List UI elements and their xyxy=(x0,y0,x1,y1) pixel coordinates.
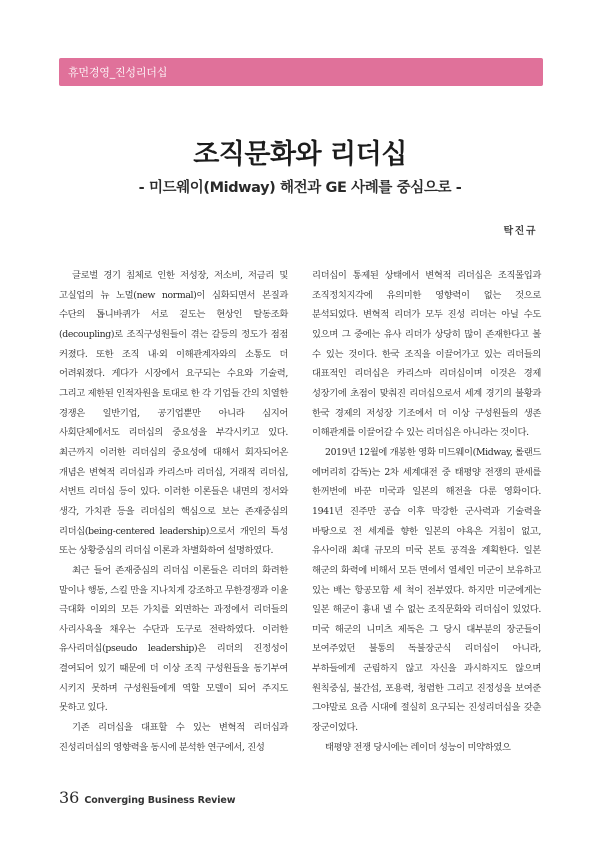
page-footer xyxy=(59,788,235,807)
section-header-bar xyxy=(59,58,543,86)
article-title: 조직문화와 리더십 xyxy=(193,139,407,170)
body-paragraph: 기존 리더십을 대표할 수 있는 변혁적 리더십과 진성리더십의 영향력을 동시에 분석한 연구에서, 진성 xyxy=(59,722,288,753)
section-label: 휴먼경영_진성리더십 xyxy=(68,66,168,79)
body-column-right xyxy=(312,266,541,757)
body-paragraph: 최근 들어 존재중심의 리더십 이론들은 리더의 화려한 말이나 행동, 스킬 만을 지나치게 강조하고 무한경쟁과 이윤 극대화 이외의 모든 가치를 외면하는 과정에서 리더들의 사리사욕을 채우는 수단과 도구로 전락하였다. 이러한 유사리더십(pseudo leadership)은 리더의 진정성이 결여되어 있기 때문에 더 이상 조직 구성원들을 동기부여 시키지 못하며 구성원들에게 역할 모델이 되어 주지도 못하고 있다. xyxy=(59,564,288,714)
article-subtitle: - 미드웨이(Midway) 해전과 GE 사례를 중심으로 - xyxy=(138,180,462,196)
body-paragraph: 태평양 전쟁 당시에는 레이더 성능이 미약하였으 xyxy=(325,741,511,753)
body-column-left xyxy=(59,266,288,757)
journal-name: Converging Business Review xyxy=(84,795,236,806)
body-paragraph: 2019년 12월에 개봉한 영화 미드웨이(Midway, 롤랜드 에머리히 감독)는 2차 세계대전 중 태평양 전쟁의 판세를 한꺼번에 바꾼 미국과 일본의 해전을 다룬 영화이다. 1941년 진주만 공습 이후 막강한 군사력과 기술력을 바탕으로 전 세계를 향한 일본의 야욕은 거침이 없고, 유사이래 최대 규모의 미국 본토 공격을 계획한다. 일본 해군의 화력에 비해서 모든 면에서 열세인 미군이 보유하고 있는 배는 항공모함 세 척이 전부였다. 하지만 미군에게는 일본 해군이 흉내 낼 수 없는 조직문화와 리더십이 있었다. 미국 해군의 니미츠 제독은 그 당시 대부분의 장군들이 보여주었던 불통의 독불장군식 리더십이 아니라, 부하들에게 군림하지 않고 자신을 과시하지도 않으며 원칙중심, 불간섭, 포용력, 청렴한 그리고 진정성을 보여준 그야말로 요즘 시대에 절실히 요구되는 진성리더십을 갖춘 장군이었다. xyxy=(312,446,541,734)
body-paragraph: 리더십이 통제된 상태에서 변혁적 리더십은 조직몰입과 조직정치지각에 유의미한 영향력이 없는 것으로 분석되었다. 변혁적 리더가 모두 진성 리더는 아닐 수도 있으며 그 중에는 유사 리더가 상당히 많이 존재한다고 볼 수 있는 것이다. 한국 조직을 이끌어가고 있는 리더들의 대표적인 리더십은 카리스마 리더십이며 이것은 경제 성장기에 초점이 맞춰진 리더십으로서 세계 경기의 불황과 한국 경제의 저성장 기조에서 더 이상 구성원들의 생존 이해관계를 이끌어갈 수 있는 리더십은 아니라는 것이다. xyxy=(312,270,541,439)
body-paragraph: 글로벌 경기 침체로 인한 저성장, 저소비, 저금리 및 고실업의 뉴 노멀(new normal)이 심화되면서 본질과 수단의 톱니바퀴가 서로 겉도는 현상인 탈동조화(decoupling)로 조직구성원들이 겪는 갈등의 정도가 점점 커졌다. 또한 조직 내·외 이해관계자와의 소통도 더 어려워졌다. 게다가 시장에서 요구되는 수요와 기술력, 그리고 제한된 인적자원을 토대로 한 각 기업들 간의 치열한 경쟁은 일반기업, 공기업뿐만 아니라 심지어 사회단체에서도 리더십의 중요성을 부각시키고 있다. 최근까지 이러한 리더십의 중요성에 대해서 회자되어온 개념은 변혁적 리더십과 카리스마 리더십, 거래적 리더십, 서번트 리더십 등이 있다. 이러한 이론들은 내면의 정서와 생각, 가치관 등을 리더십의 핵심으로 보는 존재중심의 리더십(being-centered leadership)으로서 개인의 특성 또는 상황중심의 리더십 이론과 차별화하여 설명하였다. xyxy=(59,270,288,557)
author-name: 탁진규 xyxy=(503,226,537,237)
page-number: 36 xyxy=(59,788,80,807)
